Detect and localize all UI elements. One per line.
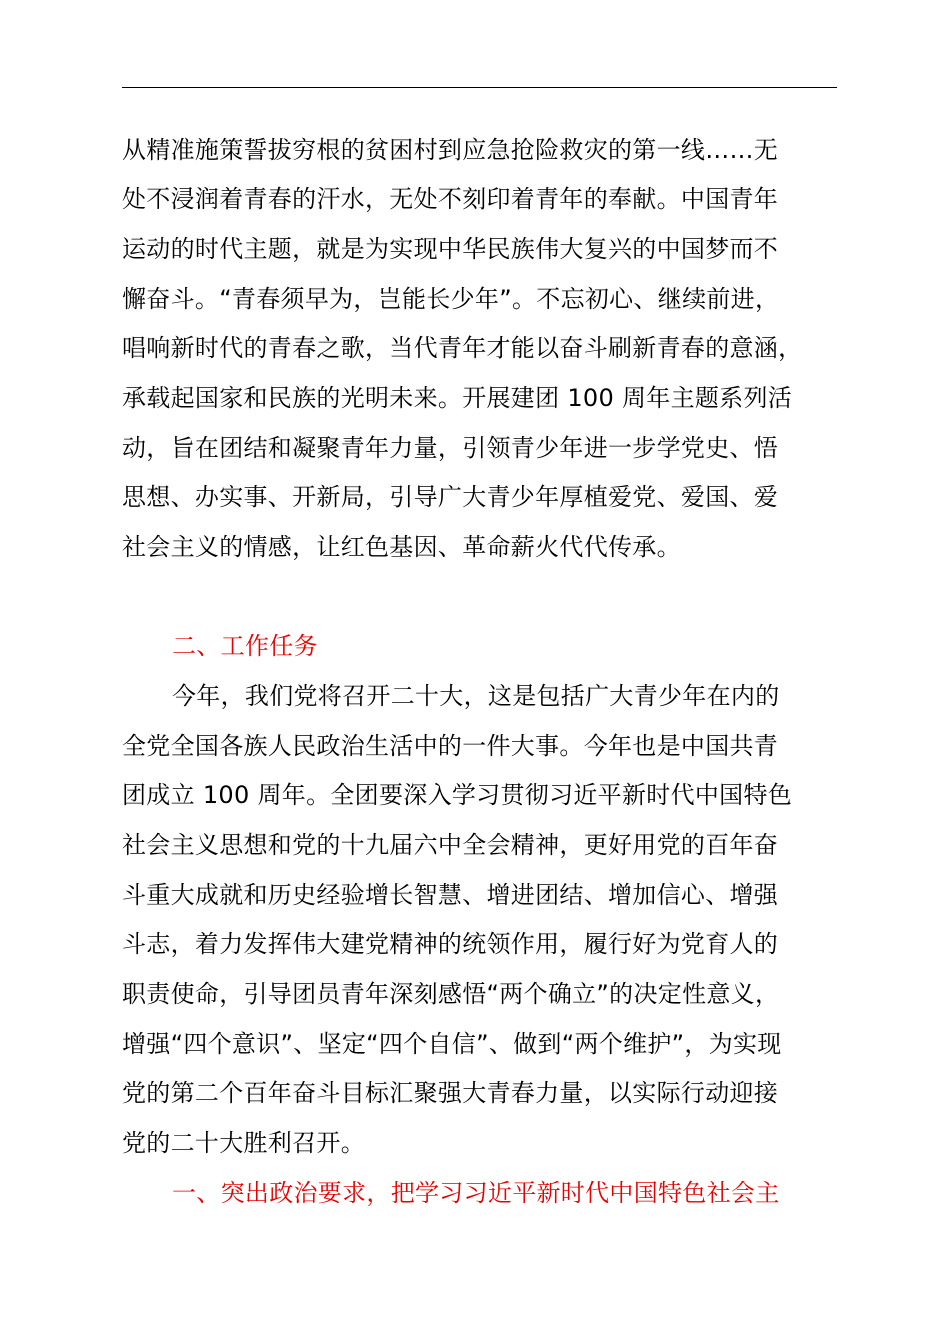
section-heading-political-requirements: 一、突出政治要求，把学习习近平新时代中国特色社会主 <box>172 1179 780 1207</box>
paragraph-2-line-4: 社会主义思想和党的十九届六中全会精神，更好用党的百年奋 <box>122 831 779 859</box>
paragraph-2-line-6: 斗志，着力发挥伟大建党精神的统领作用，履行好为党育人的 <box>122 930 779 958</box>
paragraph-2-line-8: 增强“四个意识”、坚定“四个自信”、做到“两个维护”，为实现 <box>122 1030 782 1058</box>
paragraph-1-line-7: 动，旨在团结和凝聚青年力量，引领青少年进一步学党史、悟 <box>122 434 779 462</box>
paragraph-1-line-3: 运动的时代主题，就是为实现中华民族伟大复兴的中国梦而不 <box>122 235 779 263</box>
paragraph-1-line-6: 承载起国家和民族的光明未来。开展建团 100 周年主题系列活 <box>122 384 793 412</box>
paragraph-2-line-10: 党的二十大胜利召开。 <box>122 1129 365 1157</box>
paragraph-2-line-7: 职责使命，引导团员青年深刻感悟“两个确立”的决定性意义， <box>122 980 780 1008</box>
paragraph-1-line-1: 从精准施策誓拔穷根的贫困村到应急抢险救灾的第一线……无 <box>122 136 779 164</box>
section-heading-work-tasks: 二、工作任务 <box>172 632 318 660</box>
paragraph-2-line-1: 今年，我们党将召开二十大，这是包括广大青少年在内的 <box>172 682 780 710</box>
paragraph-1-line-8: 思想、办实事、开新局，引导广大青少年厚植爱党、爱国、爱 <box>122 483 779 511</box>
paragraph-2-line-5: 斗重大成就和历史经验增长智慧、增进团结、增加信心、增强 <box>122 881 779 909</box>
header-rule <box>122 87 837 88</box>
paragraph-1-line-2: 处不浸润着青春的汗水，无处不刻印着青年的奉献。中国青年 <box>122 185 779 213</box>
paragraph-1-line-5: 唱响新时代的青春之歌，当代青年才能以奋斗刷新青春的意涵， <box>122 334 803 362</box>
paragraph-1-line-9: 社会主义的情感，让红色基因、革命薪火代代传承。 <box>122 533 681 561</box>
paragraph-2-line-9: 党的第二个百年奋斗目标汇聚强大青春力量，以实际行动迎接 <box>122 1079 779 1107</box>
paragraph-2-line-3: 团成立 100 周年。全团要深入学习贯彻习近平新时代中国特色 <box>122 781 793 809</box>
paragraph-2-line-2: 全党全国各族人民政治生活中的一件大事。今年也是中国共青 <box>122 732 779 760</box>
paragraph-1-line-4: 懈奋斗。“青春须早为，岂能长少年”。不忘初心、继续前进， <box>122 285 780 313</box>
